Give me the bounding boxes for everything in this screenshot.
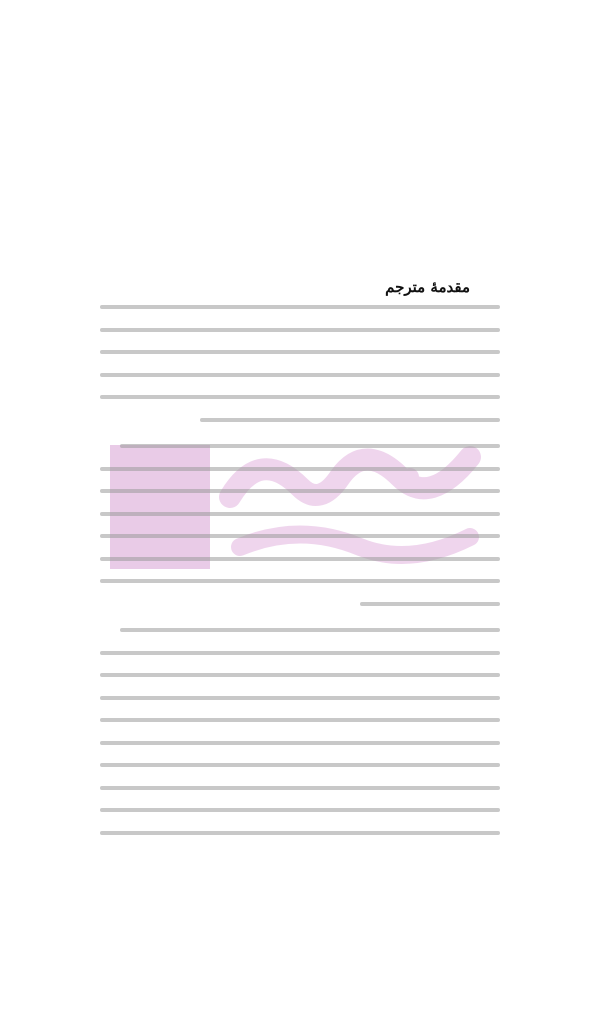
text-line xyxy=(100,831,500,835)
text-line xyxy=(100,467,500,471)
text-line xyxy=(100,328,500,332)
text-line xyxy=(100,557,500,561)
text-line xyxy=(200,418,500,422)
text-line xyxy=(120,628,500,632)
body-text xyxy=(100,305,500,865)
text-line xyxy=(100,350,500,354)
text-line xyxy=(100,808,500,812)
text-line xyxy=(100,534,500,538)
text-line xyxy=(100,741,500,745)
text-line xyxy=(100,395,500,399)
section-heading: مقدمهٔ مترجم xyxy=(385,278,470,296)
text-line xyxy=(100,696,500,700)
text-line xyxy=(100,489,500,493)
text-line xyxy=(100,673,500,677)
text-line xyxy=(120,444,500,448)
text-line xyxy=(100,512,500,516)
text-line xyxy=(100,786,500,790)
text-line xyxy=(100,763,500,767)
text-line xyxy=(360,602,500,606)
text-line xyxy=(100,305,500,309)
text-line xyxy=(100,579,500,583)
text-line xyxy=(100,373,500,377)
text-line xyxy=(100,718,500,722)
text-line xyxy=(100,651,500,655)
